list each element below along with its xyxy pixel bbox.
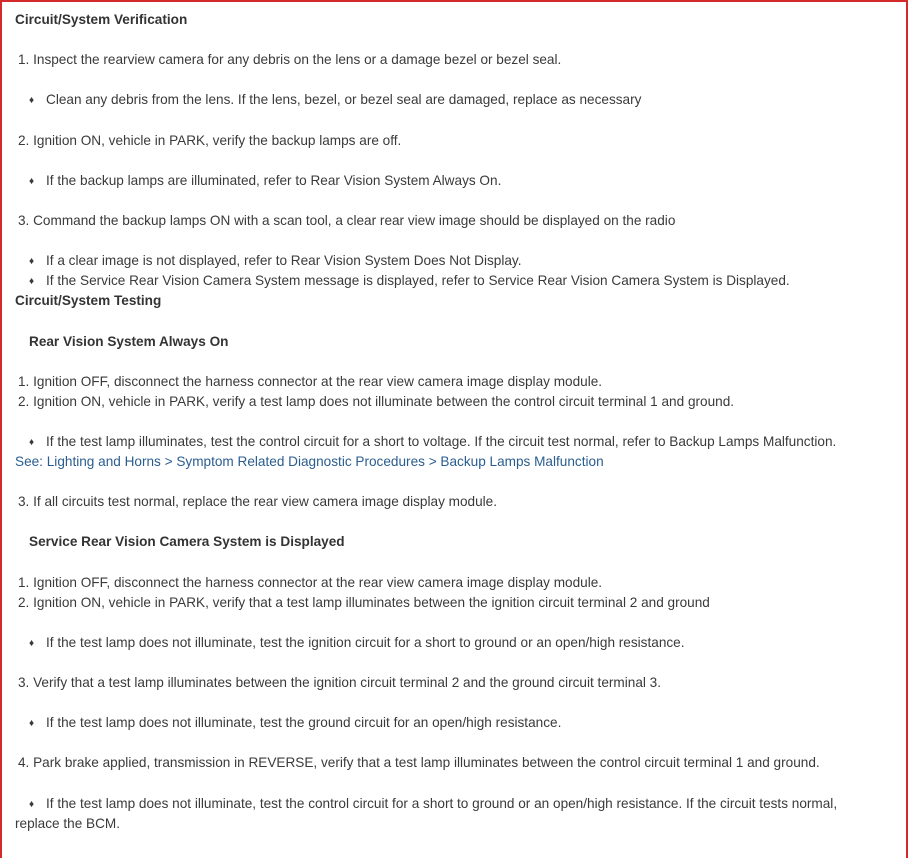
document-content: [0, 10, 904, 834]
bullet-item: [0, 171, 904, 191]
diamond-bullet-icon: ♦: [29, 798, 35, 810]
bullet-item: [0, 251, 904, 271]
diamond-bullet-icon: ♦: [29, 256, 35, 268]
step: 1. Inspect the rearview camera for any debris on the lens or a damage bezel or bezel seal.: [18, 52, 562, 68]
step: 1. Ignition OFF, disconnect the harness connector at the rear view camera image display module.: [18, 373, 603, 389]
bullet-item: [0, 794, 904, 814]
bullet-text: If the backup lamps are illuminated, refer to Rear Vision System Always On.: [46, 172, 502, 188]
bullet-text: If the Service Rear Vision Camera System message is displayed, refer to Service Rear Vision Camera System is Displayed.: [46, 273, 790, 289]
bullet-continuation: replace the BCM.: [15, 815, 121, 831]
step: 3. Command the backup lamps ON with a scan tool, a clear rear view image should be displayed on the radio: [18, 212, 676, 228]
step: 2. Ignition ON, vehicle in PARK, verify that a test lamp illuminates between the ignition circuit terminal 2 and ground: [18, 594, 710, 610]
bullet-item: [0, 432, 904, 452]
step: 1. Ignition OFF, disconnect the harness connector at the rear view camera image display module.: [18, 574, 603, 590]
bullet-item: [0, 713, 904, 733]
step: 3. If all circuits test normal, replace the rear view camera image display module.: [18, 494, 498, 510]
diamond-bullet-icon: ♦: [29, 175, 35, 187]
bullet-text: If the test lamp illuminates, test the control circuit for a short to voltage. If the circuit test normal, refer to Backup Lamps Malfunction.: [46, 433, 837, 449]
diamond-bullet-icon: ♦: [29, 436, 35, 448]
subsection-heading: Rear Vision System Always On: [29, 333, 229, 349]
diamond-bullet-icon: ♦: [29, 718, 35, 730]
diamond-bullet-icon: ♦: [29, 276, 35, 288]
step: 3. Verify that a test lamp illuminates between the ignition circuit terminal 2 and the ground circuit terminal 3.: [18, 675, 662, 691]
subsection-heading: Service Rear Vision Camera System is Displayed: [29, 534, 345, 550]
bullet-text: If the test lamp does not illuminate, test the control circuit for a short to ground or an open/high resistance. If the circuit tests normal,: [46, 795, 838, 811]
bullet-item: [0, 90, 904, 110]
step: 2. Ignition ON, vehicle in PARK, verify the backup lamps are off.: [18, 132, 402, 148]
section-heading: Circuit/System Testing: [15, 293, 162, 309]
backup-lamps-malfunction-link[interactable]: See: Lighting and Horns > Symptom Related Diagnostic Procedures > Backup Lamps Malfunction: [15, 454, 604, 470]
step: 2. Ignition ON, vehicle in PARK, verify a test lamp does not illuminate between the control circuit terminal 1 and ground.: [18, 393, 735, 409]
diamond-bullet-icon: ♦: [29, 637, 35, 649]
diamond-bullet-icon: ♦: [29, 95, 35, 107]
bullet-item: [0, 271, 904, 291]
section-heading: Circuit/System Verification: [15, 12, 188, 27]
step: 4. Park brake applied, transmission in REVERSE, verify that a test lamp illuminates between the control circuit terminal 1 and ground.: [18, 755, 820, 771]
bullet-text: If a clear image is not displayed, refer to Rear Vision System Does Not Display.: [46, 253, 522, 269]
bullet-item: [0, 633, 904, 653]
bullet-text: If the test lamp does not illuminate, test the ground circuit for an open/high resistance.: [46, 715, 562, 731]
bullet-text: Clean any debris from the lens. If the lens, bezel, or bezel seal are damaged, replace as necessary: [46, 92, 642, 108]
bullet-text: If the test lamp does not illuminate, test the ignition circuit for a short to ground or an open/high resistance.: [46, 634, 685, 650]
